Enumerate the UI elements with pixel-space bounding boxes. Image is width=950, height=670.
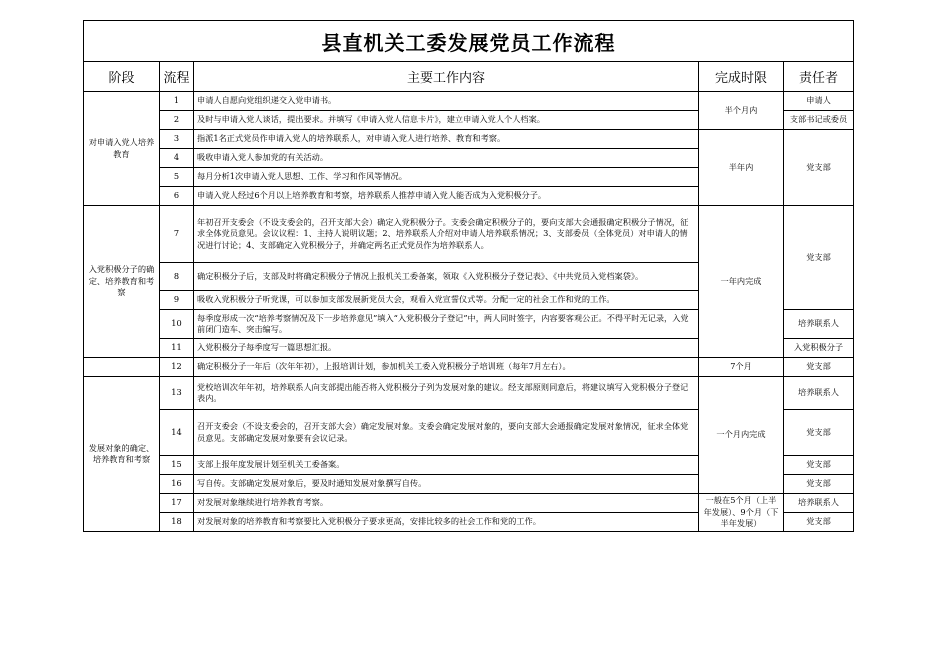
step-content: 对发展对象继续进行培养教育考察。	[194, 494, 699, 513]
table-row	[84, 206, 854, 263]
step-content: 吸收入党积极分子听党课，可以参加支部发展新党员大会，观看入党宣誓仪式等。分配一定的社会工作和党的工作。	[194, 291, 699, 310]
deadline-cell: 7个月	[699, 358, 784, 377]
table-row	[84, 494, 854, 513]
step-number: 6	[160, 187, 194, 206]
owner-cell: 党支部	[784, 358, 854, 377]
step-number: 7	[160, 206, 194, 263]
process-sheet	[83, 20, 853, 532]
step-number: 5	[160, 168, 194, 187]
owner-cell: 党支部	[784, 130, 854, 206]
table-row	[84, 92, 854, 111]
step-content: 党校培训次年年初，培养联系人向支部提出能否将入党积极分子列为发展对象的建议。经支部原则同意后，将建议填写入党积极分子登记表内。	[194, 377, 699, 410]
step-number: 9	[160, 291, 194, 310]
step-number: 3	[160, 130, 194, 149]
stage-cell: 入党积极分子的确定、培养教育和考察	[84, 206, 160, 358]
deadline-cell: 一年内完成	[699, 206, 784, 358]
header-stage: 阶段	[84, 62, 160, 92]
header-step: 流程	[160, 62, 194, 92]
step-number: 11	[160, 339, 194, 358]
owner-cell: 党支部	[784, 206, 854, 310]
step-number: 10	[160, 310, 194, 339]
step-number: 4	[160, 149, 194, 168]
step-number: 2	[160, 111, 194, 130]
owner-cell: 支部书记或委员	[784, 111, 854, 130]
step-number: 15	[160, 456, 194, 475]
step-number: 18	[160, 513, 194, 532]
step-number: 12	[160, 358, 194, 377]
step-content: 指派1名正式党员作申请入党人的培养联系人，对申请入党人进行培养、教育和考察。	[194, 130, 699, 149]
page-title: 县直机关工委发展党员工作流程	[84, 21, 854, 62]
owner-cell: 申请人	[784, 92, 854, 111]
table-row	[84, 130, 854, 149]
stage-cell-empty	[84, 358, 160, 377]
stage-cell: 发展对象的确定、培养教育和考察	[84, 377, 160, 532]
owner-cell: 入党积极分子	[784, 339, 854, 358]
step-content: 每月分析1次申请入党人思想、工作、学习和作风等情况。	[194, 168, 699, 187]
deadline-cell: 半年内	[699, 130, 784, 206]
owner-cell: 培养联系人	[784, 377, 854, 410]
table-row	[84, 377, 854, 410]
step-number: 1	[160, 92, 194, 111]
step-content: 申请人自愿向党组织递交入党申请书。	[194, 92, 699, 111]
owner-cell: 党支部	[784, 456, 854, 475]
step-content: 吸收申请入党人参加党的有关活动。	[194, 149, 699, 168]
step-content: 支部上报年度发展计划至机关工委备案。	[194, 456, 699, 475]
deadline-cell: 一般在5个月（上半年发展）、9个月（下半年发展）	[699, 494, 784, 532]
process-table	[83, 20, 854, 532]
owner-cell: 党支部	[784, 513, 854, 532]
step-number: 17	[160, 494, 194, 513]
step-number: 13	[160, 377, 194, 410]
step-content: 召开支委会（不设支委会的，召开支部大会）确定发展对象。支委会确定发展对象的，要向支部大会通报确定发展对象情况，征求全体党员意见。支部确定发展对象要有会议记录。	[194, 410, 699, 456]
step-content: 每季度形成一次“培养考察情况及下一步培养意见”填入“入党积极分子登记”中，两人同时签字，内容要客观公正。不得平时无记录，入党前闭门造车、突击编写。	[194, 310, 699, 339]
step-content: 对发展对象的培养教育和考察要比入党积极分子要求更高，安排比较多的社会工作和党的工作。	[194, 513, 699, 532]
step-content: 年初召开支委会（不设支委会的，召开支部大会）确定入党积极分子。支委会确定积极分子的，要向支部大会通报确定积极分子情况，征求全体党员意见。会议议程：1、主持人说明议题；2、培养联系人介绍对申请人培养联系情况；3、支部委员（全体党员）对申请人的情况进行讨论；4、支部确定入党积极分子，并确定两名正式党员作为培养联系人。	[194, 206, 699, 263]
step-content: 申请入党人经过6个月以上培养教育和考察，培养联系人推荐申请入党人能否成为入党积极分子。	[194, 187, 699, 206]
deadline-cell: 半个月内	[699, 92, 784, 130]
step-number: 14	[160, 410, 194, 456]
header-content: 主要工作内容	[194, 62, 699, 92]
owner-cell: 党支部	[784, 410, 854, 456]
deadline-cell: 一个月内完成	[699, 377, 784, 494]
stage-cell: 对申请入党人培养教育	[84, 92, 160, 206]
step-number: 16	[160, 475, 194, 494]
owner-cell: 培养联系人	[784, 494, 854, 513]
step-content: 写自传。支部确定发展对象后，要及时通知发展对象撰写自传。	[194, 475, 699, 494]
header-deadline: 完成时限	[699, 62, 784, 92]
step-content: 确定积极分子后，支部及时将确定积极分子情况上报机关工委备案，领取《入党积极分子登记表》、《中共党员入党档案袋》。	[194, 263, 699, 291]
step-number: 8	[160, 263, 194, 291]
step-content: 入党积极分子每季度写一篇思想汇报。	[194, 339, 699, 358]
owner-cell: 党支部	[784, 475, 854, 494]
step-content: 确定积极分子一年后（次年年初），上报培训计划，参加机关工委入党积极分子培训班（每年7月左右）。	[194, 358, 699, 377]
header-owner: 责任者	[784, 62, 854, 92]
step-content: 及时与申请入党人谈话，提出要求。并填写《申请入党人信息卡片》，建立申请入党人个人档案。	[194, 111, 699, 130]
owner-cell: 培养联系人	[784, 310, 854, 339]
table-row	[84, 358, 854, 377]
